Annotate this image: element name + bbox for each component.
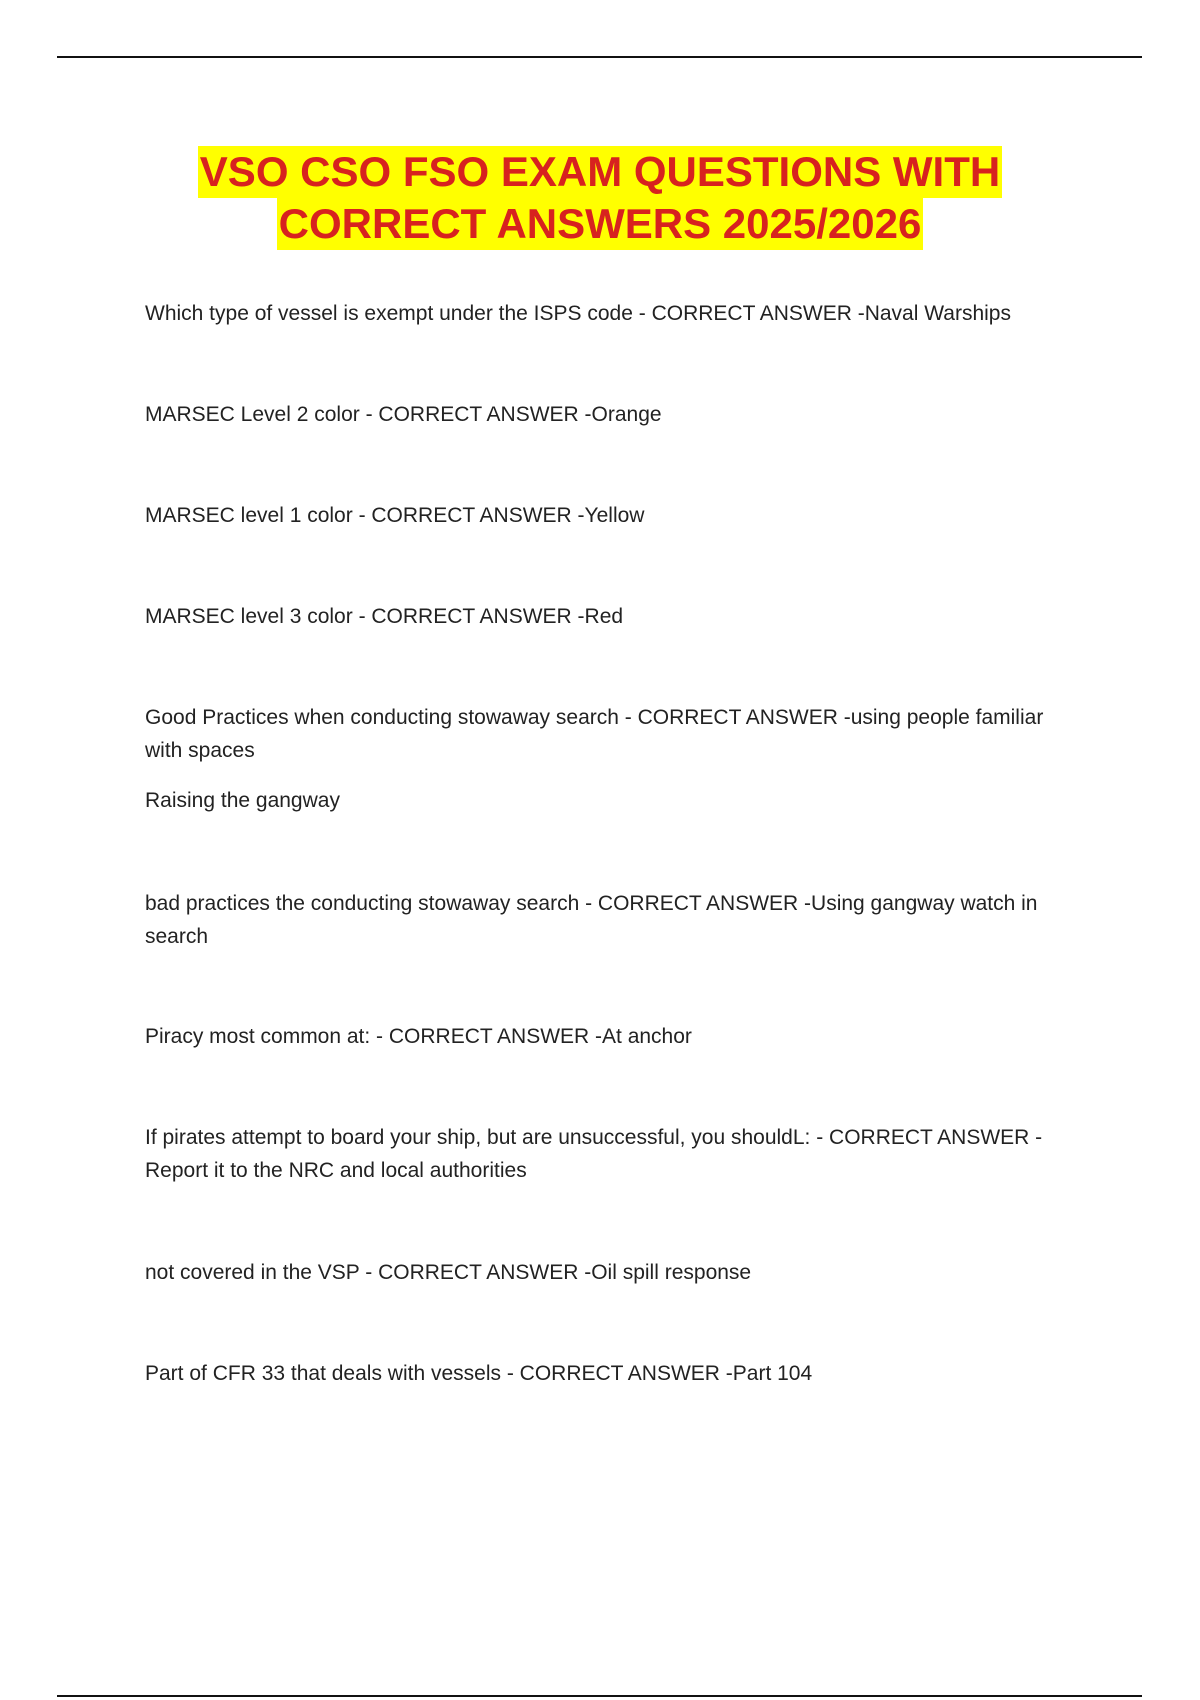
document-title [0, 146, 1200, 250]
qa-line: bad practices the conducting stowaway search - CORRECT ANSWER -Using gangway watch in [145, 892, 1038, 915]
qa-entry-piracy-common [145, 1020, 1075, 1053]
qa-entry-isps-exempt [145, 297, 1075, 330]
qa-line: search [145, 925, 209, 948]
title-line-2: CORRECT ANSWERS 2025/2026 [277, 198, 924, 250]
qa-line: Which type of vessel is exempt under the ISPS code - CORRECT ANSWER -Naval Warships [145, 302, 1011, 325]
qa-entry-marsec-2 [145, 398, 1075, 431]
qa-entry-pirates-unsuccessful [145, 1121, 1075, 1187]
qa-line: If pirates attempt to board your ship, but are unsuccessful, you shouldL: - CORRECT ANSWER - [145, 1126, 1043, 1149]
qa-line: MARSEC level 1 color - CORRECT ANSWER -Yellow [145, 504, 645, 527]
qa-line: Piracy most common at: - CORRECT ANSWER -At anchor [145, 1025, 692, 1048]
qa-entry-marsec-1 [145, 499, 1075, 532]
qa-line: Report it to the NRC and local authorities [145, 1159, 527, 1182]
qa-line: Good Practices when conducting stowaway search - CORRECT ANSWER -using people familiar [145, 706, 1044, 729]
qa-entry-bad-practices [145, 887, 1075, 953]
qa-entry-cfr-33 [145, 1357, 1075, 1390]
qa-line: not covered in the VSP - CORRECT ANSWER -Oil spill response [145, 1261, 752, 1284]
qa-line: Part of CFR 33 that deals with vessels - CORRECT ANSWER -Part 104 [145, 1362, 813, 1385]
qa-entry-good-practices [145, 701, 1075, 767]
header-rule [57, 56, 1142, 58]
qa-entry-marsec-3 [145, 600, 1075, 633]
qa-line: Raising the gangway [145, 789, 340, 812]
qa-entry-raising-gangway [145, 784, 1075, 817]
footer-rule [57, 1695, 1142, 1697]
title-line-1: VSO CSO FSO EXAM QUESTIONS WITH [198, 146, 1002, 198]
qa-line: MARSEC Level 2 color - CORRECT ANSWER -Orange [145, 403, 662, 426]
qa-entry-vsp-not-covered [145, 1256, 1075, 1289]
qa-line: with spaces [145, 739, 255, 762]
qa-line: MARSEC level 3 color - CORRECT ANSWER -Red [145, 605, 624, 628]
